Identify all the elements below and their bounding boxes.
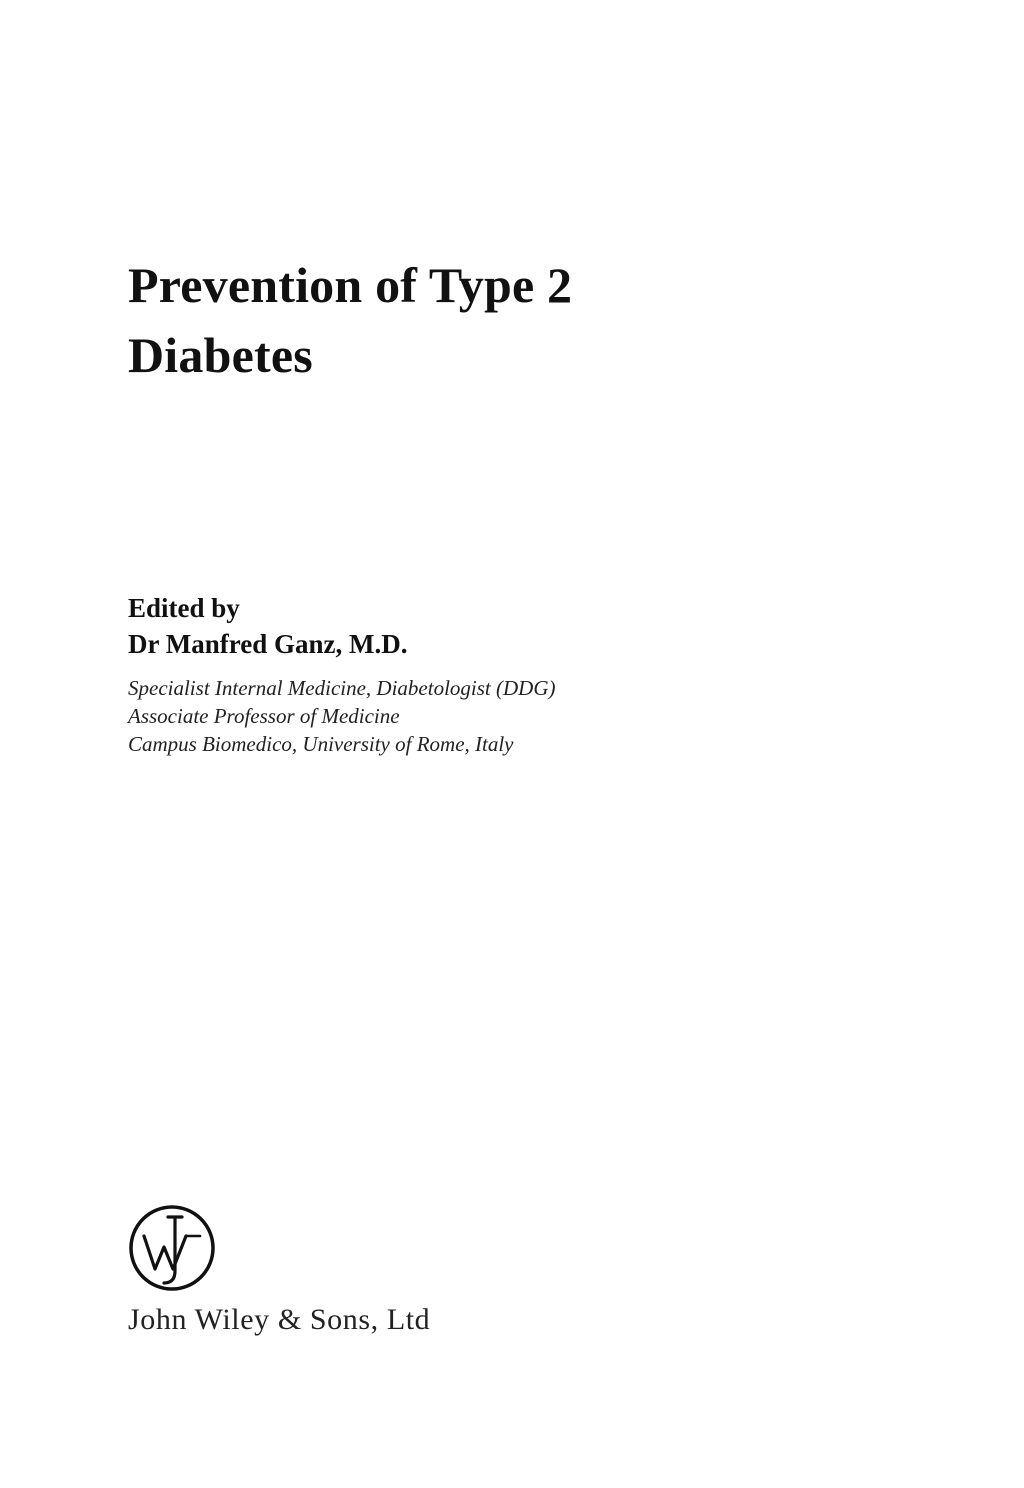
editor-name: Dr Manfred Ganz, M.D. <box>128 629 408 659</box>
book-title-line-2: Diabetes <box>128 327 313 383</box>
affiliation-line: Associate Professor of Medicine <box>128 704 400 728</box>
editor-affiliations <box>128 674 556 758</box>
wiley-logo-icon <box>128 1203 216 1293</box>
editor-block <box>128 590 556 758</box>
affiliation-line: Campus Biomedico, University of Rome, Italy <box>128 732 514 756</box>
edited-by-label: Edited by <box>128 593 240 623</box>
affiliation-line: Specialist Internal Medicine, Diabetologist (DDG) <box>128 676 556 700</box>
book-title-line-1: Prevention of Type 2 <box>128 257 573 313</box>
book-title <box>128 250 572 390</box>
publisher-name: John Wiley & Sons, Ltd <box>128 1303 431 1336</box>
